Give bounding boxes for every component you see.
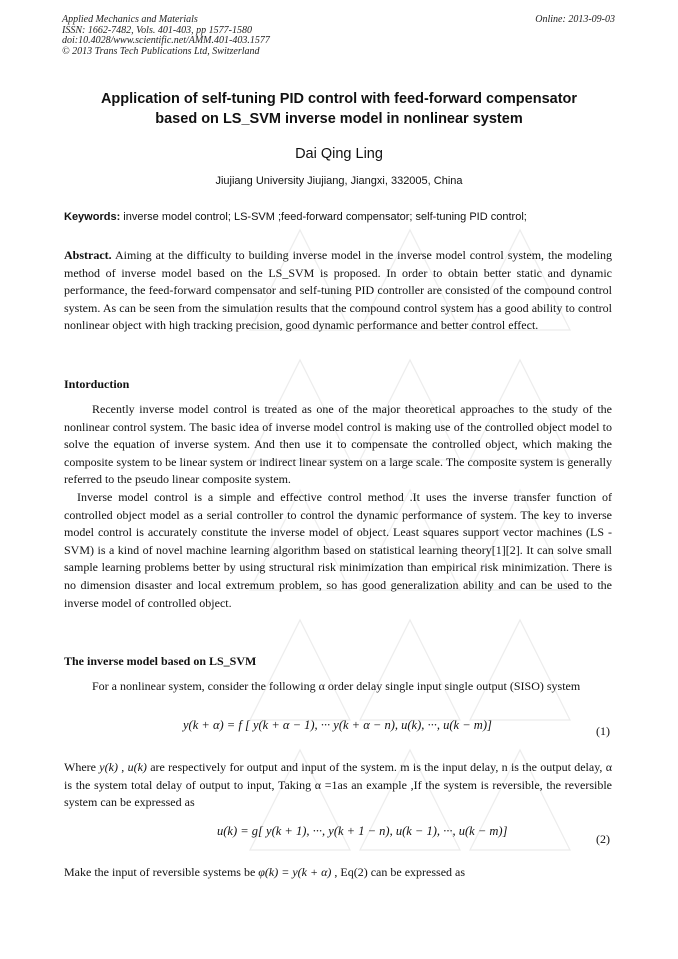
journal-name: Applied Mechanics and Materials (62, 14, 198, 25)
intro-paragraph-1: Recently inverse model control is treated as one of the major theoretical approaches to the study of the nonlinear control system. The basic idea of inverse model control is making use of the controlled object model to solve the equation of inverse system. And then use it to compensate the controlled object, which making the composite system to be linear system or indirect linear system on a large scale. The composite system is generally referred to the pseudo linear composite system. (64, 402, 612, 487)
math-u-k: u(k) (127, 760, 147, 774)
where-rest-text: are respectively for output and input of the system. m is the input delay, n is the output delay, α is the system total delay of output to input, Taking α =1as an example ,If the system is reversible, the reversible system can be expressed as (64, 760, 613, 810)
abstract-label: Abstract. (64, 248, 112, 262)
copyright-line: © 2013 Trans Tech Publications Ltd, Switzerland (62, 45, 260, 57)
equation-2-number: (2) (596, 832, 610, 846)
math-phi-k: φ(k) = y(k + α) (258, 865, 332, 879)
keywords-label: Keywords: (64, 211, 121, 223)
equation-1-number: (1) (596, 724, 610, 738)
section-paragraph-3 (64, 864, 612, 882)
math-y-k: y(k) (99, 760, 118, 774)
separator-text: , (117, 760, 128, 774)
abstract (64, 247, 612, 335)
section-paragraph-1: For a nonlinear system, consider the following α order delay single input single output (SISO) system (92, 679, 581, 693)
issn-line: ISSN: 1662-7482, Vols. 401-403, pp 1577-1580 (62, 24, 252, 36)
title-line-2: based on LS_SVM inverse model in nonlinear system (155, 111, 523, 127)
section-paragraph-2 (64, 759, 612, 812)
doi-line: doi:10.4028/www.scientific.net/AMM.401-403.1577 (62, 35, 270, 46)
intro-paragraph-2: Inverse model control is a simple and effective control method .It uses the inverse transfer function of controlled object model as a serial controller to control the dynamic performance of system. The key to inverse model control is accurately constitute the inverse model of object. Least squares support vector machines (LS - SVM) is a kind of novel machine learning algorithm based on statistical learning theory[1][2]. It can solve small sample learning problems better by using structural risk minimization than empirical risk minimization. There is no dimension disaster and local extremum problem, so has good generalization ability and can be used to the inverse model of controlled object. (64, 490, 612, 610)
eq-ref-text: , Eq(2) can be expressed as (331, 865, 466, 879)
abstract-text: Aiming at the difficulty to building inverse model in the inverse model control system, the modeling method of inverse model based on the LS_SVM is proposed. In order to obtain better static and dynamic performance, the feed-forward compensator and self-tuning PID controller are consisted of the compound control system. As can be seen from the simulation results that the compound control system has a good ability to control nonlinear object with high tracking precision, good dynamic performance and better control effect. (64, 248, 612, 333)
input-text: Make the input of reversible systems be (64, 865, 259, 879)
where-text: Where (64, 760, 100, 774)
online-date: Online: 2013-09-03 (535, 14, 615, 25)
intro-heading: Intorduction (64, 377, 130, 391)
paper-title (60, 89, 618, 129)
keywords-text: inverse model control; LS-SVM ;feed-forward compensator; self-tuning PID control; (120, 211, 527, 223)
journal-header (62, 15, 270, 57)
section-heading-inverse-model: The inverse model based on LS_SVM (64, 654, 257, 668)
equation-2: u(k) = g[ y(k + 1), ···, y(k + 1 − n), u(k − 1), ···, u(k − m)] (217, 824, 508, 838)
keywords (64, 211, 624, 223)
author-name: Dai Qing Ling (295, 146, 383, 162)
equation-1: y(k + α) = f [ y(k + α − 1), ··· y(k + α − n), u(k), ···, u(k − m)] (183, 718, 492, 732)
title-line-1: Application of self-tuning PID control with feed-forward compensator (100, 91, 578, 107)
author-affiliation: Jiujiang University Jiujiang, Jiangxi, 332005, China (215, 175, 463, 187)
